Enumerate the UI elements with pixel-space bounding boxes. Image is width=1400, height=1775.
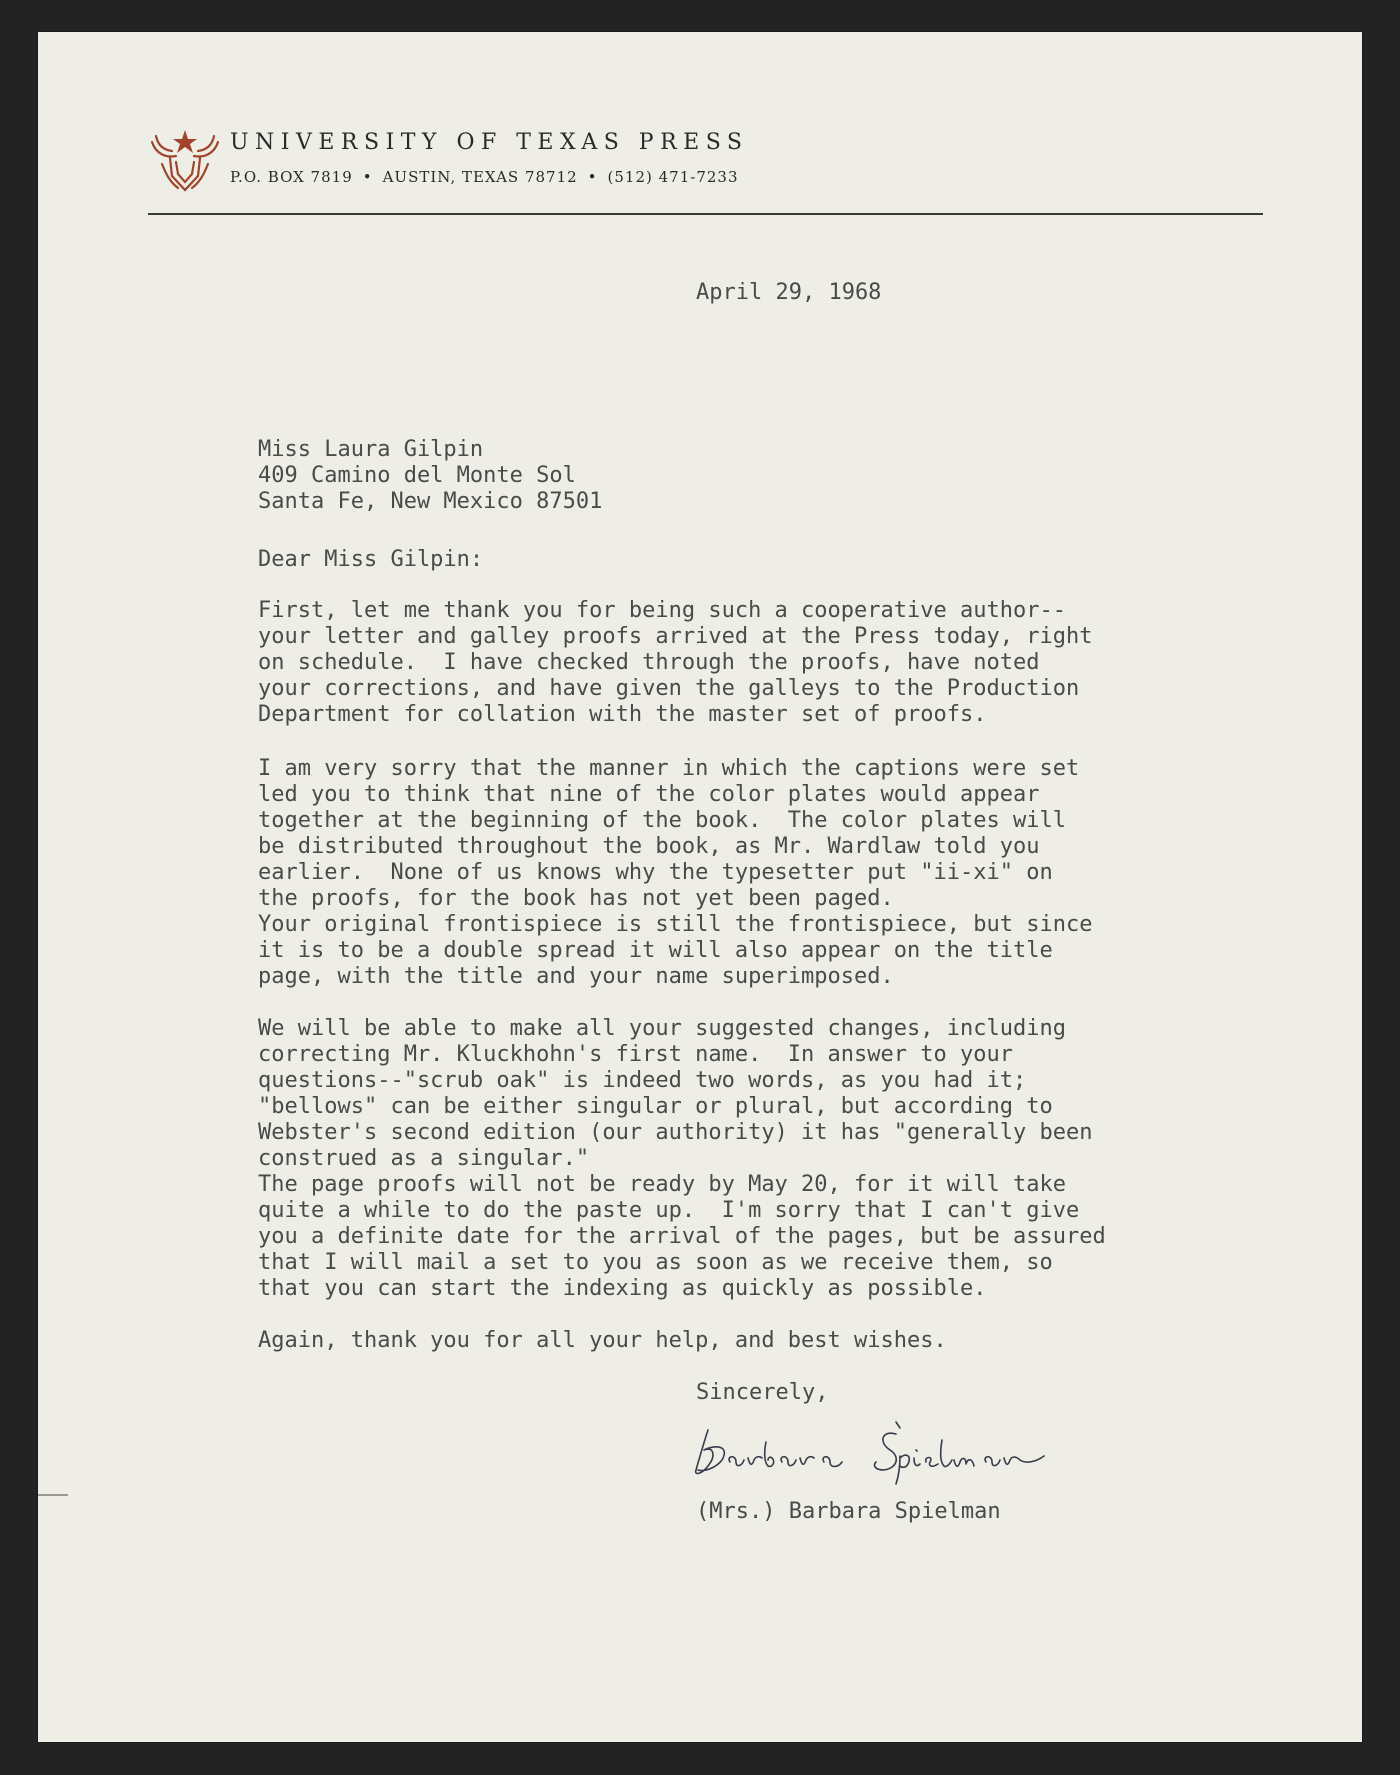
body-paragraph: I am very sorry that the manner in which the captions were set led you to think that nine of the color plates would appear together at the beginning of the book. The color plates will be distributed throughout the book, as Mr. Wardlaw told you earlier. None of us knows why the typesetter put "ii-xi" on the proofs, for the book has not yet been paged. [258, 756, 1080, 911]
body-paragraph: Again, thank you for all your help, and best wishes. [258, 1328, 947, 1353]
letter-date: April 29, 1968 [696, 280, 882, 305]
handwritten-signature [686, 1412, 1106, 1488]
press-name: UNIVERSITY OF TEXAS PRESS [230, 130, 749, 155]
letter-page [38, 32, 1362, 1742]
body-paragraph: The page proofs will not be ready by May 20, for it will take quite a while to do the paste up. I'm sorry that I can't give you a definite date for the arrival of the pages, but be assured that I will mail a set to you as soon as we receive them, so that you can start the indexing as quickly as possible. [258, 1172, 1106, 1301]
signer-name: (Mrs.) Barbara Spielman [696, 1499, 1001, 1524]
body-paragraph: Your original frontispiece is still the frontispiece, but since it is to be a double spread it will also appear on the title page, with the title and your name superimposed. [258, 912, 1093, 989]
margin-mark [38, 1494, 68, 1496]
separator-dot: • [587, 168, 598, 186]
closing: Sincerely, [696, 1380, 829, 1405]
po-box: P.O. BOX 7819 [230, 168, 353, 186]
press-city: AUSTIN, TEXAS 78712 [382, 168, 578, 186]
recipient-city: Santa Fe, New Mexico 87501 [258, 489, 603, 514]
body-paragraph: First, let me thank you for being such a cooperative author-- your letter and galley proofs arrived at the Press today, right on schedule. I have checked through the proofs, have noted your corrections, and have given the galleys to the Production Department for collation with the master set of proofs. [258, 598, 1093, 727]
recipient-address [258, 437, 602, 515]
longhorn-star-logo-icon [148, 124, 222, 196]
body-paragraph: We will be able to make all your suggested changes, including correcting Mr. Kluckhohn's first name. In answer to your questions--"scrub oak" is indeed two words, as you had it; "bellows" can be either singular or plural, but according to Webster's second edition (our authority) it has "generally been construed as a singular." [258, 1016, 1093, 1171]
press-address [230, 168, 739, 186]
press-phone: (512) 471-7233 [607, 168, 739, 186]
letterhead-rule [148, 213, 1263, 215]
separator-dot: • [362, 168, 373, 186]
recipient-name: Miss Laura Gilpin [258, 437, 484, 462]
salutation: Dear Miss Gilpin: [258, 547, 484, 572]
recipient-street: 409 Camino del Monte Sol [258, 463, 576, 488]
